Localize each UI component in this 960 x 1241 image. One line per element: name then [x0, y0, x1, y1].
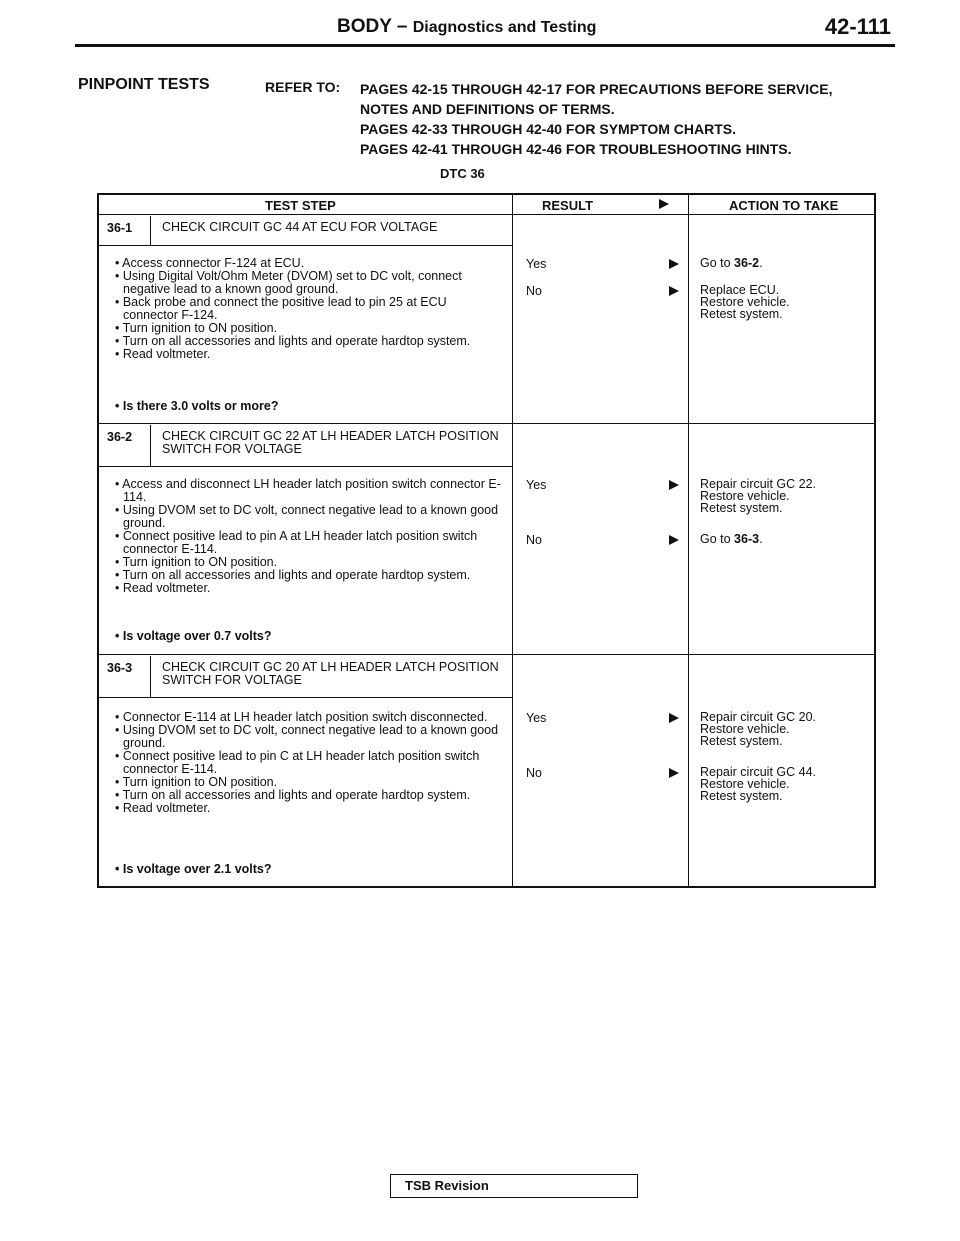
instruction: • Turn on all accessories and lights and operate hardtop system.: [115, 568, 471, 582]
instruction: • Turn ignition to ON position.: [115, 775, 278, 789]
result-no: No: [526, 766, 542, 780]
instruction: • Using Digital Volt/Ohm Meter (DVOM) set to DC volt, connect negative lead to a known good ground.: [115, 269, 462, 296]
refer-line: NOTES AND DEFINITIONS OF TERMS.: [360, 101, 615, 117]
action-text: Restore vehicle.: [700, 295, 790, 309]
step-title: CHECK CIRCUIT GC 44 AT ECU FOR VOLTAGE: [162, 220, 438, 234]
instruction: • Read voltmeter.: [115, 347, 211, 361]
page-title: [337, 16, 596, 38]
action-text: Retest system.: [700, 734, 783, 748]
step-header: [99, 656, 512, 698]
action: [700, 766, 870, 802]
instruction: • Turn on all accessories and lights and operate hardtop system.: [115, 334, 471, 348]
step-question: • Is voltage over 0.7 volts?: [115, 629, 272, 643]
result-yes: Yes: [526, 711, 547, 725]
step-header: [99, 425, 512, 467]
action-text: Retest system.: [700, 789, 783, 803]
action-step-ref: 36-3: [734, 532, 760, 546]
action-text: Retest system.: [700, 307, 783, 321]
action-text: Restore vehicle.: [700, 777, 790, 791]
step-instructions: [115, 257, 505, 361]
instruction: • Access connector F-124 at ECU.: [115, 256, 305, 270]
tsb-revision-box: [390, 1174, 638, 1198]
instruction: • Read voltmeter.: [115, 801, 211, 815]
action-text: Repair circuit GC 20.: [700, 710, 817, 724]
result-yes: Yes: [526, 478, 547, 492]
step-instructions: [115, 711, 505, 815]
step-title: CHECK CIRCUIT GC 22 AT LH HEADER LATCH POSITION SWITCH FOR VOLTAGE: [162, 429, 499, 456]
step-number: 36-1: [107, 221, 133, 235]
step-title: CHECK CIRCUIT GC 20 AT LH HEADER LATCH POSITION SWITCH FOR VOLTAGE: [162, 660, 499, 687]
action-text: Retest system.: [700, 501, 783, 515]
result-yes: Yes: [526, 257, 547, 271]
action-text: Repair circuit GC 22.: [700, 477, 817, 491]
action-text: Go to: [700, 256, 735, 270]
action-text: Restore vehicle.: [700, 722, 790, 736]
action: [700, 284, 870, 320]
step-instructions: [115, 478, 505, 595]
page-number: 42-111: [824, 14, 891, 39]
action-text: Replace ECU.: [700, 283, 780, 297]
arrow-icon: [669, 713, 679, 723]
result-no: No: [526, 533, 542, 547]
title-main: BODY –: [337, 16, 413, 37]
action-step-ref: 36-2: [734, 256, 760, 270]
action-text: .: [759, 256, 763, 270]
step-divider: [150, 425, 151, 466]
header-action: ACTION TO TAKE: [729, 198, 839, 213]
tsb-label: TSB Revision: [405, 1178, 489, 1193]
step-header: [99, 216, 512, 246]
step-number: 36-3: [107, 661, 133, 675]
step-question: • Is there 3.0 volts or more?: [115, 399, 279, 413]
header-test-step: TEST STEP: [265, 198, 336, 213]
step-divider: [150, 656, 151, 697]
arrow-icon: [669, 480, 679, 490]
header-result: RESULT: [542, 198, 594, 213]
arrow-icon: [659, 199, 669, 209]
action-text: Go to: [700, 532, 735, 546]
step-divider: [150, 216, 151, 245]
pinpoint-test-table: [97, 193, 876, 888]
instruction: • Turn on all accessories and lights and operate hardtop system.: [115, 788, 471, 802]
header-divider: [99, 214, 874, 215]
section-heading: PINPOINT TESTS: [78, 76, 210, 93]
instruction: • Connector E-114 at LH header latch position switch disconnected.: [115, 710, 488, 724]
column-divider: [512, 195, 513, 886]
instruction: • Access and disconnect LH header latch position switch connector E-114.: [115, 477, 501, 504]
action: [700, 257, 870, 269]
action: [700, 478, 870, 514]
instruction: • Using DVOM set to DC volt, connect negative lead to a known good ground.: [115, 503, 499, 530]
instruction: • Turn ignition to ON position.: [115, 555, 278, 569]
action: [700, 533, 870, 545]
arrow-icon: [669, 259, 679, 269]
dtc-label: DTC 36: [440, 166, 485, 181]
refer-lines: [360, 79, 832, 159]
arrow-icon: [669, 535, 679, 545]
action-text: .: [759, 532, 763, 546]
instruction: • Back probe and connect the positive lead to pin 25 at ECU connector F-124.: [115, 295, 447, 322]
instruction: • Connect positive lead to pin A at LH header latch position switch connector E-114.: [115, 529, 478, 556]
instruction: • Connect positive lead to pin C at LH header latch position switch connector E-114.: [115, 749, 480, 776]
result-no: No: [526, 284, 542, 298]
action-text: Restore vehicle.: [700, 489, 790, 503]
instruction: • Using DVOM set to DC volt, connect negative lead to a known good ground.: [115, 723, 499, 750]
action: [700, 711, 870, 747]
step-number: 36-2: [107, 430, 133, 444]
row-divider: [99, 423, 874, 424]
arrow-icon: [669, 768, 679, 778]
step-question: • Is voltage over 2.1 volts?: [115, 862, 272, 876]
refer-line: PAGES 42-15 THROUGH 42-17 FOR PRECAUTIONS BEFORE SERVICE,: [360, 81, 833, 97]
refer-label: REFER TO:: [265, 79, 341, 95]
action-text: Repair circuit GC 44.: [700, 765, 817, 779]
row-divider: [99, 654, 874, 655]
instruction: • Read voltmeter.: [115, 581, 211, 595]
refer-line: PAGES 42-33 THROUGH 42-40 FOR SYMPTOM CHARTS.: [360, 121, 736, 137]
column-divider: [688, 195, 689, 886]
instruction: • Turn ignition to ON position.: [115, 321, 278, 335]
title-sub: Diagnostics and Testing: [412, 19, 597, 36]
arrow-icon: [669, 286, 679, 296]
page-header: [75, 14, 895, 47]
refer-line: PAGES 42-41 THROUGH 42-46 FOR TROUBLESHOOTING HINTS.: [360, 141, 792, 157]
